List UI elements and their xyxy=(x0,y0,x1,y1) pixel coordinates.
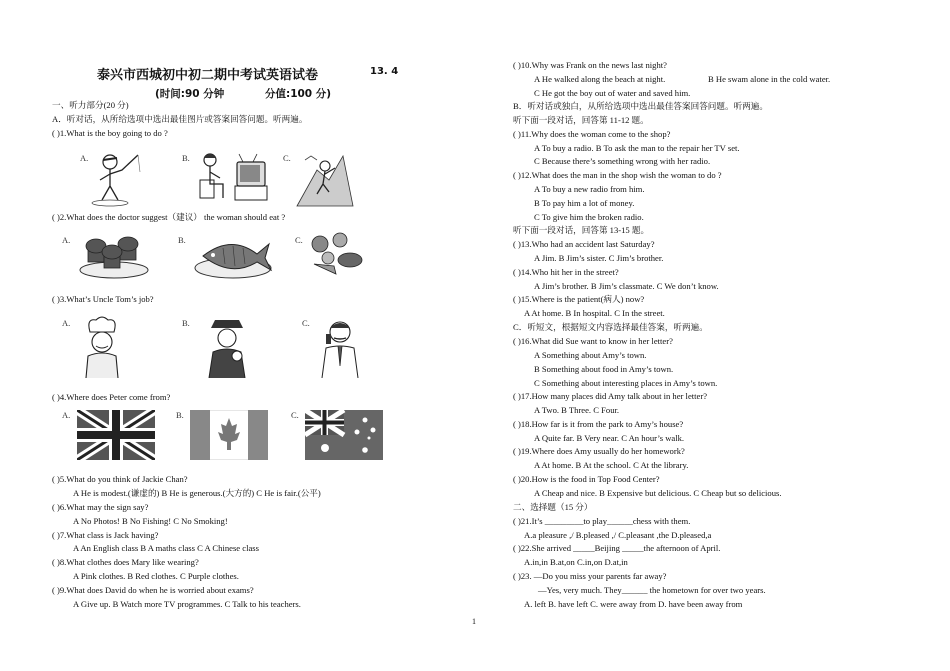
question-14: ( )14.Who hit her in the street? xyxy=(513,267,619,277)
question-23-options: A. left B. have left C. were away from D. have been away from xyxy=(524,599,743,609)
question-5: ( )5.What do you think of Jackie Chan? xyxy=(52,474,188,484)
question-9-options: A Give up. B Watch more TV programmes. C Talk to his teachers. xyxy=(73,599,301,609)
q2-label-b: B. xyxy=(178,235,186,245)
question-10-option-a: A He walked along the beach at night. xyxy=(534,74,666,84)
boy-fishing-image xyxy=(88,150,148,208)
page-number: 1 xyxy=(472,617,476,626)
q3-label-c: C. xyxy=(302,318,310,328)
q1-label-a: A. xyxy=(80,153,89,163)
section-a-instruction: A．听对话，从所给选项中选出最佳图片或答案回答问题。听两遍。 xyxy=(52,114,308,124)
question-13-options: A Jim. B Jim’s sister. C Jim’s brother. xyxy=(534,253,664,263)
section-c-instruction: C．听短文，根据短文内容选择最佳答案，听两遍。 xyxy=(513,322,708,332)
question-15: ( )15.Where is the patient(病人) now? xyxy=(513,294,645,304)
question-10-option-b: B He swam alone in the cold water. xyxy=(708,74,831,84)
question-10: ( )10.Why was Frank on the news last night? xyxy=(513,60,667,70)
q4-label-c: C. xyxy=(291,410,299,420)
fish-plate-image xyxy=(193,230,273,280)
man-on-phone-image xyxy=(318,316,363,378)
question-6: ( )6.What may the sign say? xyxy=(52,502,149,512)
question-16-option-a: A Something about Amy’s town. xyxy=(534,350,647,360)
question-2: ( )2.What does the doctor suggest（建议） the woman should eat ? xyxy=(52,212,286,222)
question-20-options: A Cheap and nice. B Expensive but delicious. C Cheap but so delicious. xyxy=(534,488,782,498)
question-22: ( )22.She arrived _____Beijing _____the afternoon of April. xyxy=(513,543,721,553)
section-multiple-choice: 二、选择题（15 分） xyxy=(513,502,593,512)
exam-score: 分值:100 分) xyxy=(265,88,332,100)
question-18-options: A Quite far. B Very near. C An hour’s walk. xyxy=(534,433,685,443)
question-11-options-ab: A To buy a radio. B To ask the man to the repair her TV set. xyxy=(534,143,740,153)
question-7: ( )7.What class is Jack having? xyxy=(52,530,159,540)
passage-11-12: 听下面一段对话，回答第 11-12 题。 xyxy=(513,115,649,125)
uk-flag-icon xyxy=(77,410,155,460)
question-17-options: A Two. B Three. C Four. xyxy=(534,405,620,415)
question-14-options: A Jim’s brother. B Jim’s classmate. C We don’t know. xyxy=(534,281,719,291)
question-10-option-c: C He got the boy out of water and saved him. xyxy=(534,88,691,98)
question-11: ( )11.Why does the woman come to the shop? xyxy=(513,129,671,139)
question-16-option-c: C Something about interesting places in Amy’s town. xyxy=(534,378,718,388)
question-20: ( )20.How is the food in Top Food Center? xyxy=(513,474,660,484)
canada-flag-icon xyxy=(190,410,268,460)
question-16: ( )16.What did Sue want to know in her letter? xyxy=(513,336,673,346)
question-21: ( )21.It’s _________to play______chess with them. xyxy=(513,516,691,526)
boy-climbing-image xyxy=(295,150,355,208)
q3-label-b: B. xyxy=(182,318,190,328)
question-9: ( )9.What does David do when he is worried about exams? xyxy=(52,585,254,595)
question-4: ( )4.Where does Peter come from? xyxy=(52,392,171,402)
q1-label-b: B. xyxy=(182,153,190,163)
question-11-option-c: C Because there’s something wrong with her radio. xyxy=(534,156,711,166)
section-b-instruction: B．听对话或独白，从所给选项中选出最佳答案回答问题。听两遍。 xyxy=(513,101,768,111)
question-17: ( )17.How many places did Amy talk about in her letter? xyxy=(513,391,708,401)
exam-date: 13. 4 xyxy=(370,66,399,77)
question-12: ( )12.What does the man in the shop wish the woman to do ? xyxy=(513,170,722,180)
q4-label-a: A. xyxy=(62,410,71,420)
q1-label-c: C. xyxy=(283,153,291,163)
question-19-options: A At home. B At the school. C At the library. xyxy=(534,460,689,470)
question-1: ( )1.What is the boy going to do ? xyxy=(52,128,168,138)
passage-13-15: 听下面一段对话，回答第 13-15 题。 xyxy=(513,225,650,235)
q4-label-b: B. xyxy=(176,410,184,420)
question-5-options: A He is modest.(谦虚的) B He is generous.(大方的) C He is fair.(公平) xyxy=(73,488,321,498)
vegetables-image xyxy=(306,230,366,280)
exam-title: 泰兴市西城初中初二期中考试英语试卷 xyxy=(97,68,319,83)
section-listening: 一、听力部分(20 分) xyxy=(52,100,129,110)
question-23-stem: —Yes, very much. They______ the hometown for over two years. xyxy=(538,585,766,595)
question-19: ( )19.Where does Amy usually do her homework? xyxy=(513,446,685,456)
detective-image xyxy=(205,316,250,378)
question-23: ( )23. —Do you miss your parents far away? xyxy=(513,571,667,581)
question-21-options: A.a pleasure ,/ B.pleased ,/ C.pleasant ,the D.pleased,a xyxy=(524,530,712,540)
question-12-option-a: A To buy a new radio from him. xyxy=(534,184,645,194)
q2-label-c: C. xyxy=(295,235,303,245)
q3-label-a: A. xyxy=(62,318,71,328)
question-16-option-b: B Something about food in Amy’s town. xyxy=(534,364,674,374)
chef-image xyxy=(80,316,125,378)
question-22-options: A.in,in B.at,on C.in,on D.at,in xyxy=(524,557,628,567)
question-18: ( )18.How far is it from the park to Amy’s house? xyxy=(513,419,684,429)
question-12-option-b: B To pay him a lot of money. xyxy=(534,198,635,208)
question-12-option-c: C To give him the broken radio. xyxy=(534,212,644,222)
australia-flag-icon xyxy=(305,410,383,460)
question-8: ( )8.What clothes does Mary like wearing? xyxy=(52,557,199,567)
muffins-image xyxy=(78,230,150,280)
boy-watching-tv-image xyxy=(195,150,270,206)
question-6-options: A No Photos! B No Fishing! C No Smoking! xyxy=(73,516,228,526)
question-3: ( )3.What’s Uncle Tom’s job? xyxy=(52,294,154,304)
q2-label-a: A. xyxy=(62,235,71,245)
question-13: ( )13.Who had an accident last Saturday? xyxy=(513,239,655,249)
question-8-options: A Pink clothes. B Red clothes. C Purple clothes. xyxy=(73,571,239,581)
question-7-options: A An English class B A maths class C A Chinese class xyxy=(73,543,259,553)
exam-time: (时间:90 分钟 xyxy=(155,88,225,100)
question-15-options: A At home. B In hospital. C In the street. xyxy=(524,308,665,318)
